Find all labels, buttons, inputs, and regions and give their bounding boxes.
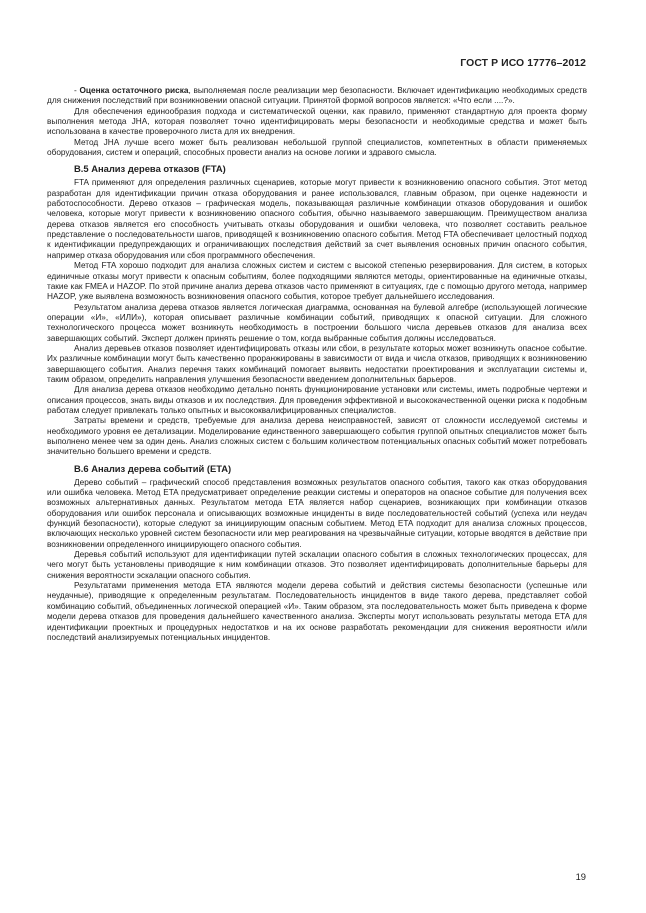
paragraph: Затраты времени и средств, требуемые для анализа дерева неисправностей, зависят от сложности исследуемой системы и необходимого уровня ее детализации. Моделирование единственного завершающего события группой опытных специалистов может быть выполнено менее чем за один день. Анализ сложных систем с большим количеством потенциальных опасных событий может потребовать значительно большего времени и средств. [47, 416, 587, 457]
paragraph: Метод FTA хорошо подходит для анализа сложных систем и систем с высокой степенью резервирования. Для систем, в которых единичные отказы могут привести к опасным событиям, более подходящими являются методы, ориентированные на единичные отказы, такие как FMEA и HAZOP. По этой причине анализ дерева отказов часто применяют в ситуациях, где с помощью другого метода, например HAZOP, уже выявлена возможность возникновения опасного события, которое требует дальнейшего исследования. [47, 261, 587, 302]
paragraph: Метод JHA лучше всего может быть реализован небольшой группой специалистов, компетентных в области применяемых оборудования, систем и операций, способных провести анализ на основе логики и здравого смысла. [47, 137, 587, 158]
section-heading-b6: B.6 Анализ дерева событий (ETA) [74, 462, 232, 474]
paragraph: Результатами применения метода ETA являются модели дерева событий и действия системы безопасности (успешные или неудачные), приводящие к определенным результатам. Последовательность инцидентов в виде такого дерева, представляет собой комбинацию событий, объединенных логической операцией «И». Таким образом, эта последовательность может быть приведена к форме модели дерева отказов для проведения дальнейшего качественного анализа. Эксперты могут использовать результаты метода ETA для идентификации проектных и процедурных недостатков и на их основе разработать рекомендации для снижения вероятности и/или последствий анализируемых потенциальных инцидентов. [47, 581, 587, 642]
intro-text: , выполняемая после реализации мер безопасности. Включает идентификацию необходимых средств для снижения последствий при возникновении опасной ситуации. Принятой формой вопросов является: «Что если ....?». [47, 86, 587, 106]
standard-header: ГОСТ Р ИСО 17776–2012 [460, 58, 586, 69]
document-body [47, 86, 587, 643]
section-heading-b5: B.5 Анализ дерева отказов (FTA) [74, 163, 226, 175]
intro-dash: - [74, 86, 80, 95]
intro-term: Оценка остаточного риска [79, 86, 189, 95]
paragraph: FTA применяют для определения различных сценариев, которые могут привести к возникновению опасного события. Этот метод разработан для идентификации причин отказа оборудования и ранее использовался, главным образом, при оценке надежности и работоспособности. Дерево отказов – графическая модель, показывающая различные комбинации отказов оборудования и ошибок человека, которые могут привести к возникновению опасного события, обычно называемого завершающим. Преимуществом анализа дерева отказов является его способность учитывать отказы оборудования и ошибки человека, что позволяет составить реальное представление о последовательности шагов, приводящей к возникновению опасного события. Метод FTA обеспечивает целостный подход к идентификации предупреждающих и ограничивающих последствия действий за счет выявления основных причин опасного события, например отказа оборудования или сбоя программного обеспечения. [47, 178, 587, 260]
paragraph: Для обеспечения единообразия подхода и систематической оценки, как правило, применяют стандартную для проекта форму выполнения метода JHA, которая позволяет точно идентифицировать меры безопасности и необходимые средства и может быть использована в качестве проверочного листа для их внедрения. [47, 106, 587, 137]
page-number: 19 [575, 871, 586, 882]
paragraph: Деревья событий используют для идентификации путей эскалации опасного события в сложных технологических процессах, для чего могут быть установлены приводящие к ним комбинации отказов. Это позволяет идентифицировать дополнительные барьеры для снижения вероятности эскалации опасного события. [47, 550, 587, 580]
paragraph: Результатом анализа дерева отказов является логическая диаграмма, основанная на булевой алгебре (использующей логические операции «И», «ИЛИ»), которая описывает различные комбинации событий, приводящих к опасной ситуации. Для сложного технологического процесса может возникнуть необходимость в построении большого числа деревьев отказов для анализа всех завершающих событий. Эксперт должен принять решение о том, когда выбранные события должны исследоваться. [47, 302, 587, 343]
intro-paragraph [47, 86, 587, 107]
paragraph: Для анализа дерева отказов необходимо детально понять функционирование установки или системы, иметь подробные чертежи и описания процессов, знать виды отказов и их последствия. Для проведения эффективной и высококачественной оценки риска к подобным работам следует привлекать только опытных и высококвалифицированных специалистов. [47, 385, 587, 415]
paragraph: Дерево событий – графический способ представления возможных результатов опасного события, такого как отказ оборудования или ошибка человека. Метод ETA предусматривает определение реакции системы и операторов на опасное событие для получения всех возможных альтернативных данных. Результатом метода ETA является набор сценариев, возникающих при комбинации отказов оборудования или ошибок персонала и описывающих возможные инциденты в виде последовательностей событий (успеха или неудач функций безопасности), которые следуют за инициирующим опасным событием. Метод ETA подходит для анализа сложных процессов, включающих несколько уровней систем безопасности или мер реагирования на чрезвычайные ситуации, которые вводятся в действие при возникновении определенного инициирующего опасного события. [47, 477, 587, 549]
paragraph: Анализ деревьев отказов позволяет идентифицировать отказы или сбои, в результате которых может возникнуть опасное событие. Их различные комбинации могут быть качественно проранжированы в зависимости от вида и числа отказов, приводящих к возникновению завершающего события. Анализ перечня таких комбинаций помогает выявить недостатки проектирования и эксплуатации системы и, таким образом, определить направления улучшения безопасности введением дополнительных барьеров. [47, 343, 587, 384]
